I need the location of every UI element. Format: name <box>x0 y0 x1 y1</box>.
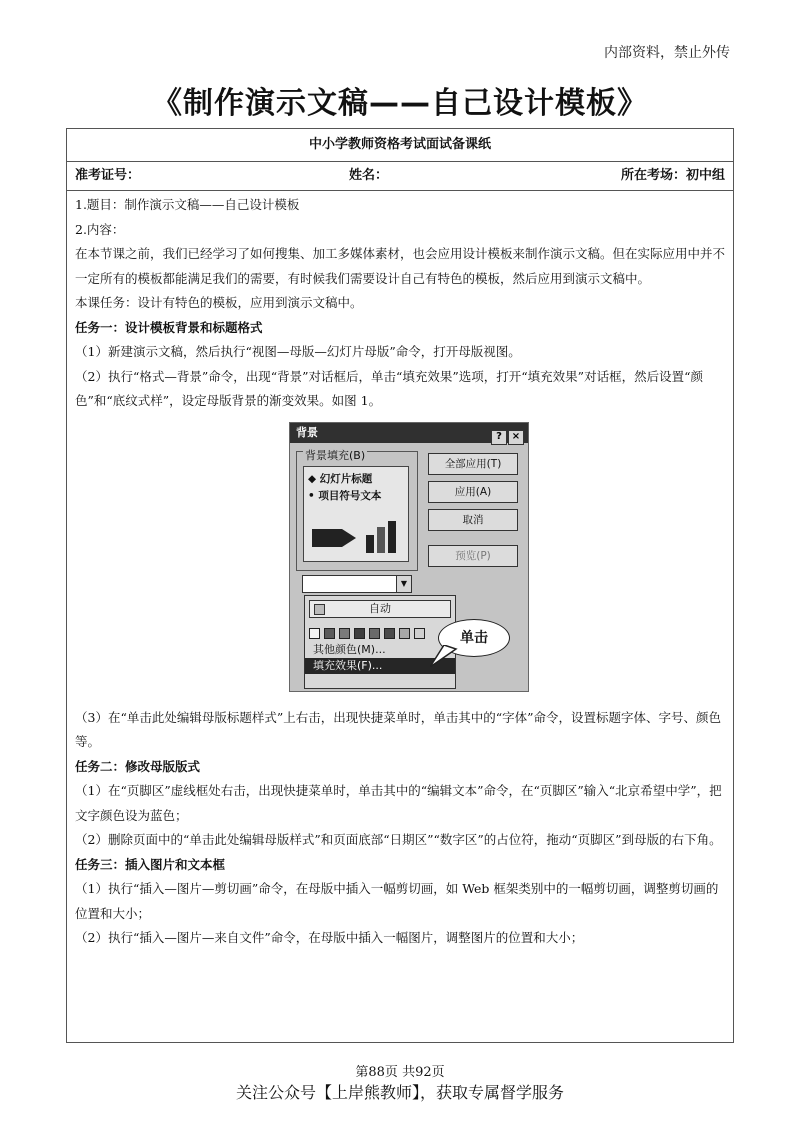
chevron-down-icon[interactable]: ▼ <box>396 576 411 592</box>
color-swatch-3[interactable] <box>354 628 365 639</box>
fill-effects-option[interactable]: 填充效果(F)... <box>305 658 455 674</box>
color-swatches <box>309 624 451 636</box>
exam-site-label: 所在考场：初中组 <box>620 168 725 183</box>
task3-step1: （1）执行“插入—图片—剪切画”命令，在母版中插入一幅剪切画，如 Web 框架类别中的一幅剪切画，调整剪切画的位置和大小； <box>75 881 719 921</box>
dialog-titlebar <box>290 423 528 443</box>
task1-heading: 任务一：设计模板背景和标题格式 <box>75 319 263 335</box>
help-icon[interactable]: ? <box>491 430 507 445</box>
footer-promo: 关注公众号【上岸熊教师】，获取专属督学服务 <box>235 1083 564 1102</box>
color-swatch-7[interactable] <box>414 628 425 639</box>
form-heading: 中小学教师资格考试面试备课纸 <box>67 129 733 162</box>
content-label: 2.内容： <box>75 221 125 237</box>
task3-step2: （2）执行“插入—图片—来自文件”命令，在母版中插入一幅图片，调整图片的位置和大小； <box>75 930 584 945</box>
slide-preview <box>303 466 409 562</box>
auto-color-option[interactable]: 自动 <box>309 600 451 618</box>
apply-button[interactable]: 应用(A) <box>428 481 518 503</box>
document-title: 《制作演示文稿——自己设计模板》 <box>152 86 648 121</box>
apply-all-button[interactable]: 全部应用(T) <box>428 453 518 475</box>
click-callout: 单击 <box>438 619 510 657</box>
task1-step2: （2）执行“格式—背景”命令，出现“背景”对话框后，单击“填充效果”选项，打开“填充效果”对话框，然后设置“颜色”和“底纹式样”，设定母版背景的渐变效果。如图 1。 <box>75 368 703 408</box>
color-dropdown <box>304 595 456 689</box>
topic-line: 1.题目：制作演示文稿——自己设计模板 <box>75 197 300 212</box>
dialog-button-column <box>428 453 518 573</box>
confidential-note: 内部资料，禁止外传 <box>604 45 730 61</box>
more-colors-option[interactable]: 其他颜色(M)... <box>313 642 386 656</box>
background-fill-group <box>296 448 418 571</box>
callout-tail-icon <box>430 645 460 667</box>
task3-heading: 任务三：插入图片和文本框 <box>75 856 226 872</box>
page-number: 第88页 共92页 <box>355 1065 445 1080</box>
task1-step3: （3）在“单击此处编辑母版标题样式”上右击，出现快捷菜单时，单击其中的“字体”命令，设置标题字体、字号、颜色等。 <box>75 709 722 749</box>
lesson-body <box>67 191 733 951</box>
task1-step1: （1）新建演示文稿，然后执行“视图—母版—幻灯片母版”命令，打开母版视图。 <box>75 344 521 359</box>
preview-title: ◆ 幻灯片标题 <box>308 472 373 485</box>
preview-button[interactable]: 预览(P) <box>428 545 518 567</box>
fill-group-label: 背景填充(B) <box>303 444 367 469</box>
bar-chart-icon <box>364 519 400 553</box>
task2-step1: （1）在“页脚区”虚线框处右击，出现快捷菜单时，单击其中的“编辑文本”命令，在“页脚区”输入“北京希望中学”，把文字颜色设为蓝色； <box>75 783 722 823</box>
exam-id-label: 准考证号： <box>75 168 141 183</box>
task2-heading: 任务二：修改母版版式 <box>75 758 201 774</box>
intro-paragraph: 在本节课之前，我们已经学习了如何搜集、加工多媒体素材，也会应用设计模板来制作演示文稿。但在实际应用中并不一定所有的模板都能满足我们的需要，有时候我们需要设计自己有特色的模板，然后应用到演示文稿中。 <box>75 246 726 286</box>
task2-step2: （2）删除页面中的“单击此处编辑母版样式”和页面底部“日期区”“数字区”的占位符，拖动“页脚区”到母版的右下角。 <box>75 832 722 847</box>
close-icon[interactable]: × <box>508 430 524 445</box>
fill-color-select[interactable] <box>302 575 412 593</box>
color-swatch-5[interactable] <box>384 628 395 639</box>
color-swatch-0[interactable] <box>309 628 320 639</box>
dialog-title: 背景 <box>296 425 318 439</box>
color-swatch-1[interactable] <box>324 628 335 639</box>
auto-swatch-icon <box>314 604 325 615</box>
arrow-shape-icon <box>312 525 358 551</box>
form-meta-row <box>67 162 733 191</box>
cancel-button[interactable]: 取消 <box>428 509 518 531</box>
preview-bullet: • 项目符号文本 <box>308 489 382 502</box>
color-swatch-4[interactable] <box>369 628 380 639</box>
lesson-plan-frame <box>66 128 734 1043</box>
background-dialog-figure <box>289 422 529 692</box>
color-swatch-6[interactable] <box>399 628 410 639</box>
color-swatch-2[interactable] <box>339 628 350 639</box>
name-label: 姓名： <box>349 168 389 183</box>
lesson-task: 本课任务：设计有特色的模板，应用到演示文稿中。 <box>75 295 363 310</box>
